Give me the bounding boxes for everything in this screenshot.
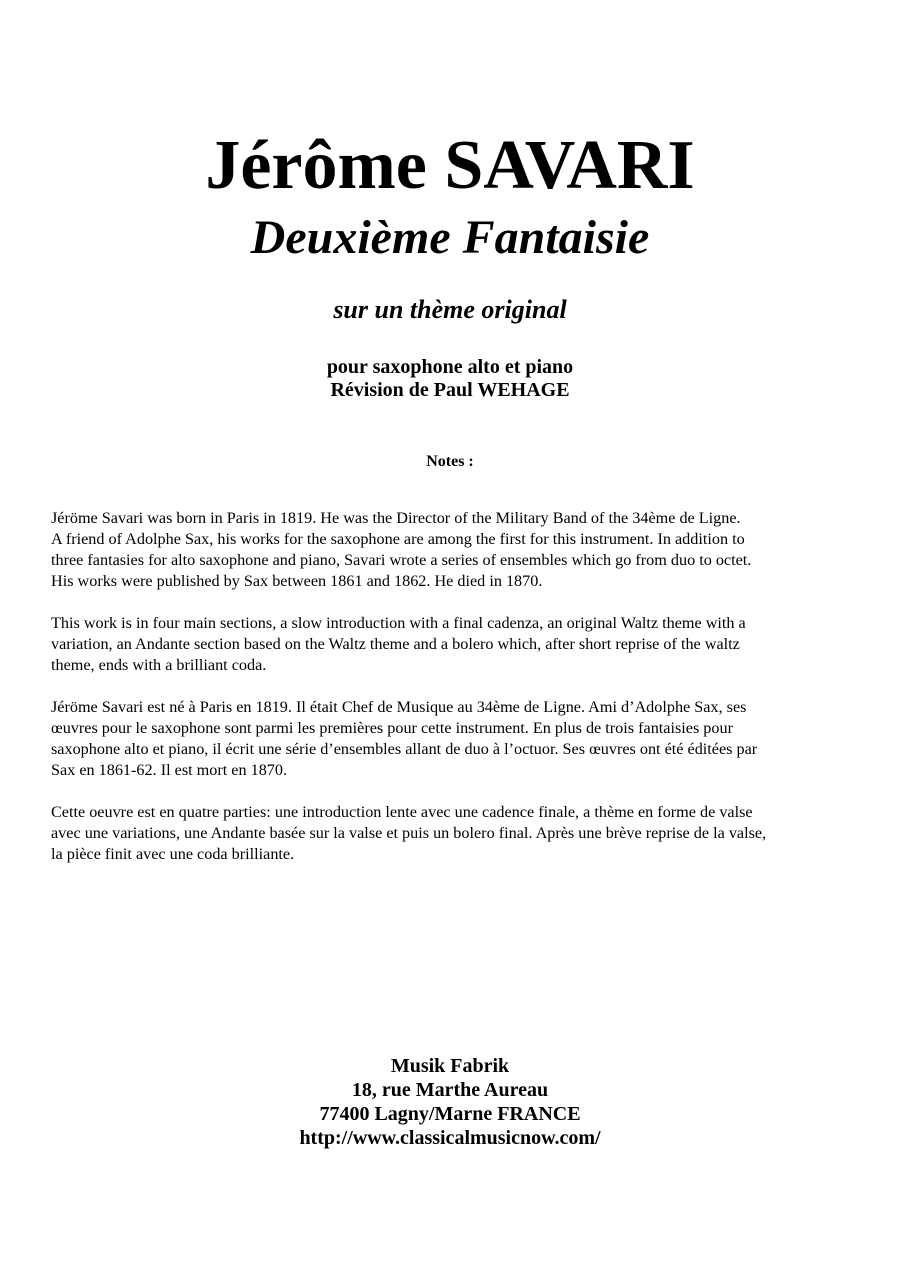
- work-title: Deuxième Fantaisie: [250, 211, 650, 264]
- instrumentation-line: pour saxophone alto et piano: [326, 356, 574, 378]
- notes-heading: Notes :: [426, 453, 474, 470]
- publisher-street: 18, rue Marthe Aureau: [351, 1079, 549, 1101]
- notes-paragraph-french-work: Cette oeuvre est en quatre parties: une introduction lente avec une cadence finale, a thème en forme de valse avec une variations, une Andante basée sur la valse et puis un bolero final. Après une brève reprise de la valse, la pièce finit avec une coda brilliante.: [51, 803, 767, 863]
- work-subtitle: sur un thème original: [333, 295, 567, 324]
- publisher-block: [0, 1054, 900, 1150]
- publisher-url: http://www.classicalmusicnow.com/: [299, 1127, 601, 1149]
- revision-line: Révision de Paul WEHAGE: [330, 379, 570, 401]
- publisher-name: Musik Fabrik: [390, 1055, 510, 1077]
- notes-paragraph-english-work: This work is in four main sections, a slow introduction with a final cadenza, an original Waltz theme with a variation, an Andante section based on the Waltz theme and a bolero which, after short reprise of the waltz theme, ends with a brilliant coda.: [51, 614, 746, 674]
- notes-body: [51, 508, 881, 886]
- publisher-city: 77400 Lagny/Marne FRANCE: [319, 1103, 581, 1125]
- notes-paragraph-french-bio: Jéröme Savari est né à Paris en 1819. Il était Chef de Musique au 34ème de Ligne. Ami d’Adolphe Sax, ses œuvres pour le saxophone sont parmi les premières pour cette instrument. En plus de trois fantaisies pour saxophone alto et piano, il écrit une série d’ensembles allant de duo à l’octuor. Ses œuvres ont été éditées par Sax en 1861-62. Il est mort en 1870.: [51, 698, 758, 779]
- notes-paragraph-english-bio: Jéröme Savari was born in Paris in 1819. He was the Director of the Military Band of the 34ème de Ligne. A friend of Adolphe Sax, his works for the saxophone are among the first for this instrument. In addition to three fantasies for alto saxophone and piano, Savari wrote a series of ensembles which go from duo to octet. His works were published by Sax between 1861 and 1862. He died in 1870.: [51, 509, 752, 590]
- composer-name: Jérôme SAVARI: [205, 127, 695, 204]
- instrumentation-block: [0, 356, 900, 402]
